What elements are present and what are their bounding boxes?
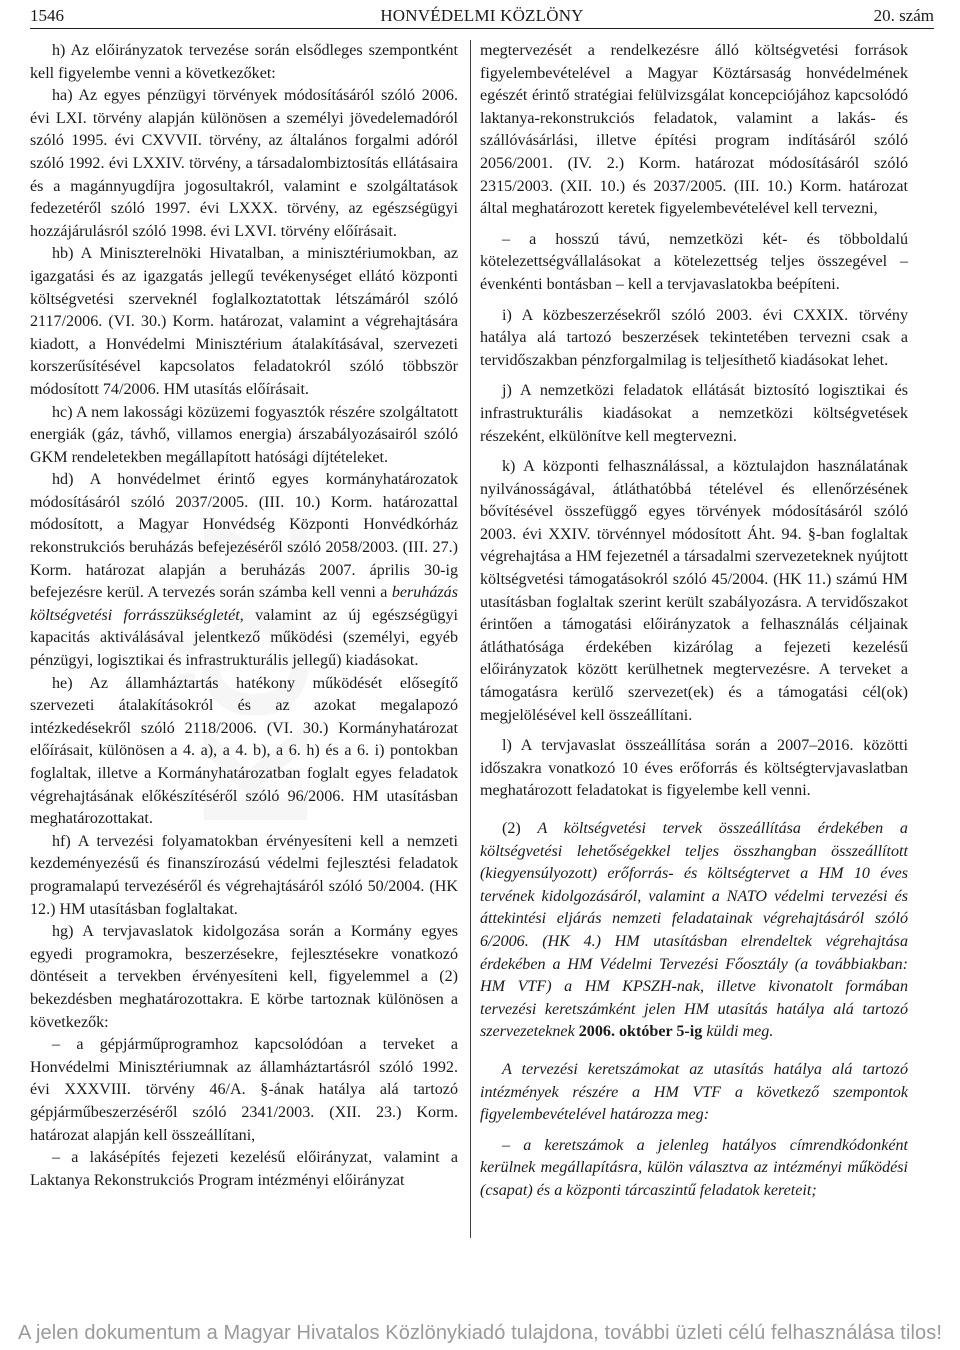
- hd-emphasis: beruházás költségvetési forrásszükségletét: [30, 584, 458, 624]
- running-header: [30, 6, 934, 28]
- right-column: [480, 40, 908, 1203]
- paragraph-h: h) Az előirányzatok tervezése során elsődleges szempontként kell figyelembe venni a következőket:: [30, 42, 458, 82]
- journal-title: HONVÉDELMI KÖZLÖNY: [380, 6, 584, 25]
- paragraph-hf: hf) A tervezési folyamatokban érvényesíteni kell a nemzeti kezdeményezésű és finanszírozású védelmi fejlesztési feladatok programalapú tervezéséről és végrehajtásáról szóló 50/2004. (HK 12.) HM utasításban foglaltakat.: [30, 832, 458, 918]
- paragraph-hb: hb) A Miniszterelnöki Hivatalban, a minisztériumokban, az igazgatási és az igazgatás jellegű tevékenységet ellátó központi költségvetési szerveknél foglalkoztatottak létszámáról szóló 2117/2006. (VI. 30.) Korm. határozat, valamint a végrehajtására kiadott, a Honvédelmi Minisztérium átalakításával, szervezeti korszerűsítésével kapcsolatos feladatokról szóló többször módosított 74/2006. HM utasítás előírásait.: [30, 245, 458, 398]
- paragraph-2-number: (2): [502, 820, 538, 837]
- paragraph-housing-continued: megtervezését a rendelkezésre álló költségvetési források figyelembevételével a Magyar Köztársaság honvédelmének egészét érintő stratégiai felülvizsgálat koncepciójához kapcsolódó laktanya-rekonstrukciós feladatok, valamint a lakás- és szállóvásárlási, illetve építési program indításáról szóló 2056/2001. (IV. 2.) Korm. határozat módosításáról szóló 2315/2003. (XII. 10.) és 2037/2005. (III. 10.) Korm. határozat által meghatározott keretek figyelembevételével kell tervezni,: [480, 42, 908, 218]
- issue-number: 20. szám: [873, 6, 934, 25]
- paragraph-k: k) A központi felhasználással, a köztulajdon használatának nyilvánosságával, átláthatóbbá tételével és ellenőrzésének bővítésével összefüggő egyes törvények módosításáról szóló 2003. évi XXIV. törvénnyel módosított Áht. 94. §-ban foglaltak végrehajtása a HM fejezetnél a társadalmi szervezeteknek nyújtott költségvetési támogatásokról szóló 45/2004. (HK 11.) számú HM utasításban foglaltak szerint került szabályozásra. A tervidőszakot érintően a támogatási előirányzatok a felhasználás céljainak átláthatósága érdekében kizárólag a fejezeti kezelésű előirányzatok között kerülhetnek megtervezésre. A terveket a támogatásra kerülő szervezet(ek) és a támogatási cél(ok) megjelölésével kell összeállítani.: [480, 458, 908, 724]
- paragraph-he: he) Az államháztartás hatékony működését elősegítő szervezeti átalakításokról és az azokat megalapozó intézkedésekről szóló 2118/2006. (VI. 30.) Kormányhatározat előírásait, különösen a 4. a), a 4. b), a 6. h) és a 6. i) pontokban foglaltak, illetve a Kormányhatározatban foglalt egyes feladatok végrehajtásának előkészítéséről szóló 96/2006. HM utasításban meghatározottakat.: [30, 674, 458, 828]
- hd-text-end: , valamint az új egészségügyi kapacitás aktiválásával jelentkező működési (személyi, egyéb pénzügyi, logisztikai és infrastrukturális jellegű) kiadásokat.: [30, 606, 458, 670]
- paragraph-2-end: küldi meg.: [702, 1023, 774, 1041]
- paragraph-hg: hg) A tervjavaslatok kidolgozása során a Kormány egyes egyedi programokra, beszerzésekre, fejlesztésekre vonatkozó döntéseit a tervekben érvényesíteni kell, figyelemmel a (2) bekezdésben meghatározottakra. E körbe tartoznak különösen a következők:: [30, 923, 458, 1031]
- column-divider: [470, 40, 471, 1238]
- list-item-commitments: – a hosszú távú, nemzetközi két- és többoldalú kötelezettségvállalásokat a kötelezettség teljes összegével – évenkénti bontásban – kell a tervjavaslatokba beépíteni.: [480, 230, 908, 293]
- paragraph-2: [480, 818, 908, 1044]
- paragraph-hd: [30, 469, 458, 672]
- paragraph-ha: ha) Az egyes pénzügyi törvények módosításáról szóló 2006. évi LXI. törvény alapján különösen a személyi jövedelemadóról szóló 1995. évi CXVVII. törvény, az általános forgalmi adóról szóló 1992. évi LXXIV. törvény, a társadalombiztosítás ellátásaira és a magánnyugdíjra jogosultakról, valamint e szolgáltatások fedezetéről szóló 1997. évi LXXX. törvény, az egészségügyi hozzájárulásról szóló 1998. évi LXVI. törvény előírásait.: [30, 87, 458, 240]
- paragraph-hc: hc) A nem lakossági közüzemi fogyasztók részére szolgáltatott energiák (gáz, távhő, villamos energia) árszabályozásairól szóló GKM rendeletekben megállapított hatósági díjtételeket.: [30, 403, 458, 466]
- list-item-framework-numbers: – a keretszámok a jelenleg hatályos címrendkódonként kerülnek megállapításra, külön választva az intézményi működési (csapat) és a központi tárcaszintű feladatok kereteit;: [480, 1136, 908, 1199]
- page-number: 1546: [30, 6, 64, 25]
- paragraph-framework-criteria: A tervezési keretszámokat az utasítás hatálya alá tartozó intézmények részére a HM VTF a következő szempontok figyelembevételével határozza meg:: [480, 1060, 908, 1124]
- left-column: [30, 40, 458, 1192]
- header-rule: [30, 28, 934, 29]
- hd-text-start: hd) A honvédelmet érintő egyes kormányhatározatok módosításáról szóló 2037/2005. (III. 10.) Korm. határozattal módosított, a Magyar Honvédség Központi Honvédkórház rekonstrukciós beruházás befejezéséről szóló 2058/2003. (III. 27.) Korm. határozat alapján a beruházás 2007. április 30-ig befejezésre kerül. A tervezés során számba kell venni a: [30, 471, 458, 602]
- paragraph-2-deadline: 2006. október 5-ig: [578, 1023, 703, 1041]
- paragraph-i: i) A közbeszerzésekről szóló 2003. évi CXXIX. törvény hatálya alá tartozó beszerzések tekintetében tervezni csak a tervidőszakban pénzforgalmilag is teljesíthető kiadásokat lehet.: [480, 306, 908, 369]
- paragraph-j: j) A nemzetközi feladatok ellátását biztosító logisztikai és infrastrukturális kiadásokat a nemzetközi költségvetések részeként, elkülönítve kell megtervezni.: [480, 382, 908, 445]
- paragraph-l: l) A tervjavaslat összeállítása során a 2007–2016. közötti időszakra vonatkozó 10 éves erőforrás és költségtervjavaslatban meghatározott feladatokat is figyelembe kell venni.: [480, 737, 908, 800]
- copyright-notice: A jelen dokumentum a Magyar Hivatalos Közlönykiadó tulajdona, további üzleti célú felhasználása tilos!: [17, 1322, 943, 1344]
- list-item-housing: – a lakásépítés fejezeti kezelésű előirányzat, valamint a Laktanya Rekonstrukciós Program intézményi előirányzat: [30, 1149, 458, 1189]
- paragraph-2-text: A költségvetési tervek összeállítása érdekében a költségvetési lehetőségekkel teljes összhangban összeállított (kiegyensúlyozott) erőforrás- és költségtervet a HM 10 éves tervének kidolgozásáról, valamint a NATO védelmi tervezési és áttekintési eljárás nemzeti feladatainak végrehajtásáról szóló 6/2006. (HK 4.) HM utasításban elrendeltek végrehajtása érdekében a HM Védelmi Tervezési Főosztály (a továbbiakban: HM VTF) a HM KPSZH-nak, illetve kivonatolt formában tervezési keretszámként jelen HM utasítás hatálya alá tartozó szervezeteknek: [480, 820, 908, 1041]
- list-item-vehicle-program: – a gépjárműprogramhoz kapcsolódóan a terveket a Honvédelmi Minisztériumnak az államháztartásról szóló 1992. évi XXXVIII. törvény 46/A. §-ának hatálya alá tartozó gépjárműbeszerzéséről szóló 2341/2003. (XII. 23.) Korm. határozat alapján kell összeállítani,: [30, 1036, 458, 1144]
